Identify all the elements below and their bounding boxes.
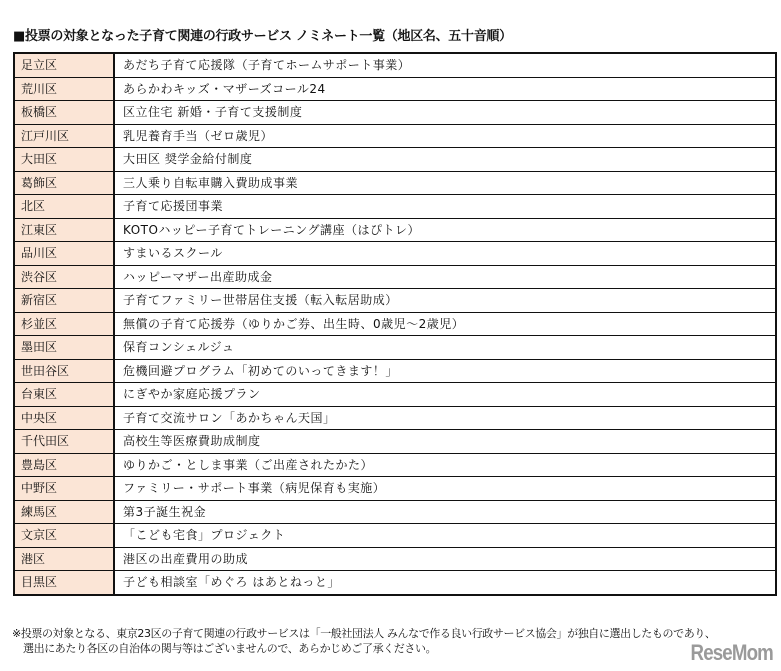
service-cell: あらかわキッズ・マザーズコール24 bbox=[114, 77, 776, 101]
service-cell: すまいるスクール bbox=[114, 242, 776, 266]
ward-cell: 港区 bbox=[14, 547, 114, 571]
service-cell: 第3子誕生祝金 bbox=[114, 500, 776, 524]
service-cell: ハッピーマザー出産助成金 bbox=[114, 265, 776, 289]
table-row bbox=[14, 312, 776, 336]
table-row bbox=[14, 77, 776, 101]
ward-cell: 杉並区 bbox=[14, 312, 114, 336]
nominee-table bbox=[13, 52, 777, 596]
table-row bbox=[14, 265, 776, 289]
service-cell: KOTOハッピー子育てトレーニング講座（はぴトレ） bbox=[114, 218, 776, 242]
table-row bbox=[14, 289, 776, 313]
service-cell: 危機回避プログラム「初めてのいってきます！」 bbox=[114, 359, 776, 383]
ward-cell: 渋谷区 bbox=[14, 265, 114, 289]
table-row bbox=[14, 383, 776, 407]
service-cell: ファミリー・サポート事業（病児保育も実施） bbox=[114, 477, 776, 501]
ward-cell: 豊島区 bbox=[14, 453, 114, 477]
table-row bbox=[14, 524, 776, 548]
table-row bbox=[14, 571, 776, 595]
service-cell: 区立住宅 新婚・子育て支援制度 bbox=[114, 101, 776, 125]
table-row bbox=[14, 218, 776, 242]
table-row bbox=[14, 148, 776, 172]
table-row bbox=[14, 336, 776, 360]
service-cell: 港区の出産費用の助成 bbox=[114, 547, 776, 571]
table-row bbox=[14, 477, 776, 501]
document-title: ■投票の対象となった子育て関連の行政サービス ノミネート一覧（地区名、五十音順） bbox=[13, 29, 512, 44]
service-cell: 無償の子育て応援券（ゆりかご券、出生時、0歳児～2歳児） bbox=[114, 312, 776, 336]
table-row bbox=[14, 500, 776, 524]
ward-cell: 荒川区 bbox=[14, 77, 114, 101]
table-row bbox=[14, 53, 776, 77]
ward-cell: 大田区 bbox=[14, 148, 114, 172]
service-cell: 子育て交流サロン「あかちゃん天国」 bbox=[114, 406, 776, 430]
service-cell: 子ども相談室「めぐろ はあとねっと」 bbox=[114, 571, 776, 595]
ward-cell: 新宿区 bbox=[14, 289, 114, 313]
table-row bbox=[14, 430, 776, 454]
ward-cell: 目黒区 bbox=[14, 571, 114, 595]
ward-cell: 北区 bbox=[14, 195, 114, 219]
table-row bbox=[14, 242, 776, 266]
service-cell: 保育コンシェルジュ bbox=[114, 336, 776, 360]
service-cell: 高校生等医療費助成制度 bbox=[114, 430, 776, 454]
table-row bbox=[14, 195, 776, 219]
ward-cell: 中央区 bbox=[14, 406, 114, 430]
table-row bbox=[14, 359, 776, 383]
ward-cell: 江戸川区 bbox=[14, 124, 114, 148]
service-cell: 乳児養育手当（ゼロ歳児） bbox=[114, 124, 776, 148]
service-cell: ゆりかご・としま事業（ご出産されたかた） bbox=[114, 453, 776, 477]
ward-cell: 葛飾区 bbox=[14, 171, 114, 195]
footnote-line-2: 選出にあたり各区の自治体の関与等はございませんので、あらかじめご了承ください。 bbox=[23, 642, 437, 655]
ward-cell: 墨田区 bbox=[14, 336, 114, 360]
service-cell: 「こども宅食」プロジェクト bbox=[114, 524, 776, 548]
table-row bbox=[14, 101, 776, 125]
ward-cell: 文京区 bbox=[14, 524, 114, 548]
table-row bbox=[14, 171, 776, 195]
footnote bbox=[12, 626, 716, 656]
table-row bbox=[14, 547, 776, 571]
ward-cell: 台東区 bbox=[14, 383, 114, 407]
service-cell: 大田区 奨学金給付制度 bbox=[114, 148, 776, 172]
ward-cell: 世田谷区 bbox=[14, 359, 114, 383]
ward-cell: 江東区 bbox=[14, 218, 114, 242]
ward-cell: 足立区 bbox=[14, 53, 114, 77]
service-cell: 子育て応援団事業 bbox=[114, 195, 776, 219]
service-cell: 子育てファミリー世帯居住支援（転入転居助成） bbox=[114, 289, 776, 313]
service-cell: 三人乗り自転車購入費助成事業 bbox=[114, 171, 776, 195]
ward-cell: 品川区 bbox=[14, 242, 114, 266]
table-row bbox=[14, 406, 776, 430]
table-row bbox=[14, 124, 776, 148]
resemom-logo: ReseMom bbox=[690, 640, 773, 665]
ward-cell: 中野区 bbox=[14, 477, 114, 501]
ward-cell: 千代田区 bbox=[14, 430, 114, 454]
table-row bbox=[14, 453, 776, 477]
footnote-line-1: ※投票の対象となる、東京23区の子育て関連の行政サービスは「一般社団法人 みんなで作る良い行政サービス協会」が独自に選出したものであり、 bbox=[12, 627, 716, 640]
service-cell: にぎやか家庭応援プラン bbox=[114, 383, 776, 407]
ward-cell: 練馬区 bbox=[14, 500, 114, 524]
ward-cell: 板橋区 bbox=[14, 101, 114, 125]
service-cell: あだち子育て応援隊（子育てホームサポート事業） bbox=[114, 53, 776, 77]
